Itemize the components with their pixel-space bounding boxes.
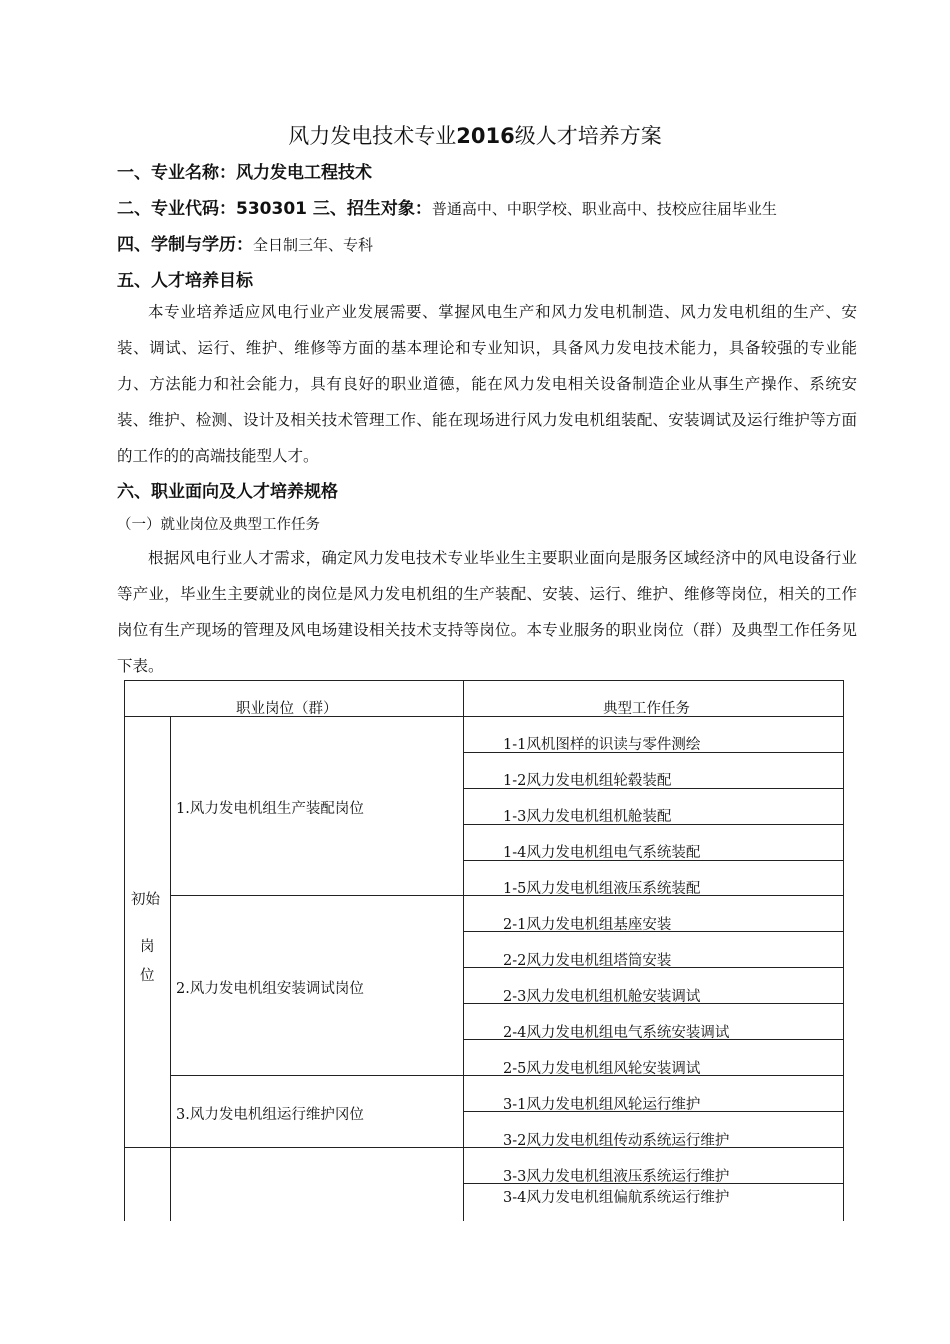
post-assembly: 1.风力发电机组生产装配岗位 xyxy=(176,801,364,817)
header-post: 职业岗位（群） xyxy=(236,701,338,717)
post-separator-1 xyxy=(170,895,463,896)
post-installation: 2.风力发电机组安装调试岗位 xyxy=(176,981,364,997)
major-code-label: 二、专业代码：530301 三、招生对象： xyxy=(117,199,432,219)
task-item: 2-1风力发电机组基座安装 xyxy=(503,917,672,933)
section-duration xyxy=(117,230,373,255)
duration-label: 四、学制与学历： xyxy=(117,235,253,255)
table-header-divider xyxy=(124,716,844,717)
post-separator-2 xyxy=(170,1075,463,1076)
category-separator xyxy=(124,1147,463,1148)
section-major-name: 一、专业名称：风力发电工程技术 xyxy=(117,163,372,183)
table-category-divider xyxy=(170,716,171,1221)
duration-value: 全日制三年、专科 xyxy=(253,236,374,254)
task-item: 2-2风力发电机组塔筒安装 xyxy=(503,953,672,969)
subsection-heading: （一）就业岗位及典型工作任务 xyxy=(117,517,320,533)
task-item: 1-5风力发电机组液压系统装配 xyxy=(503,881,701,897)
table-border-top xyxy=(124,680,844,681)
task-item: 3-3风力发电机组液压系统运行维护 xyxy=(503,1169,730,1185)
category-label-2: 岗 xyxy=(140,939,155,955)
section-goal-heading: 五、人才培养目标 xyxy=(117,271,253,291)
task-item: 2-5风力发电机组风轮安装调试 xyxy=(503,1061,701,1077)
title-year: 2016 xyxy=(456,124,515,148)
enrollment-target-value: 普通高中、中职学校、职业高中、技校应往届毕业生 xyxy=(431,200,777,218)
task-item: 1-1风机图样的识读与零件测绘 xyxy=(503,737,701,753)
task-item: 3-2风力发电机组传动系统运行维护 xyxy=(503,1133,730,1149)
task-item: 3-1风力发电机组风轮运行维护 xyxy=(503,1097,701,1113)
table-col-divider xyxy=(463,680,464,1221)
goal-paragraph: 本专业培养适应风电行业产业发展需要、掌握风电生产和风力发电机制造、风力发电机组的生产、安装、调试、运行、维护、维修等方面的基本理论和专业知识，具备风力发电技术能力，具备较强的专业能力、方法能力和社会能力，具有良好的职业道德，能在风力发电相关设备制造企业从事生产操作、系统安装、维护、检测、设计及相关技术管理工作、能在现场进行风力发电机组装配、安装调试及运行维护等方面的工作的的高端技能型人才。 xyxy=(117,303,857,465)
header-task: 典型工作任务 xyxy=(603,701,690,717)
category-label-3: 位 xyxy=(140,968,155,984)
post-maintenance: 3.风力发电机组运行维护冈位 xyxy=(176,1107,364,1123)
task-item: 2-4风力发电机组电气系统安装调试 xyxy=(503,1025,730,1041)
task-item: 3-4风力发电机组偏航系统运行维护 xyxy=(503,1190,730,1206)
table-border-left xyxy=(124,680,125,1221)
page-title xyxy=(0,120,950,150)
career-paragraph: 根据风电行业人才需求，确定风力发电技术专业毕业生主要职业面向是服务区域经济中的风电设备行业等产业，毕业生主要就业的岗位是风力发电机组的生产装配、安装、运行、维护、维修等岗位，相关的工作岗位有生产现场的管理及风电场建设相关技术支持等岗位。本专业服务的职业岗位（群）及典型工作任务见下表。 xyxy=(117,549,857,675)
table-border-right xyxy=(843,680,844,1221)
section-career-heading: 六、职业面向及人才培养规格 xyxy=(117,482,338,502)
category-label-1: 初始 xyxy=(131,892,160,908)
title-prefix: 风力发电技术专业 xyxy=(288,124,457,148)
section-major-code xyxy=(117,194,777,219)
title-suffix: 级人才培养方案 xyxy=(514,124,662,148)
task-item: 2-3风力发电机组机舱安装调试 xyxy=(503,989,701,1005)
task-item: 1-3风力发电机组机舱装配 xyxy=(503,809,672,825)
task-item: 1-2风力发电机组轮毂装配 xyxy=(503,773,672,789)
task-item: 1-4风力发电机组电气系统装配 xyxy=(503,845,701,861)
